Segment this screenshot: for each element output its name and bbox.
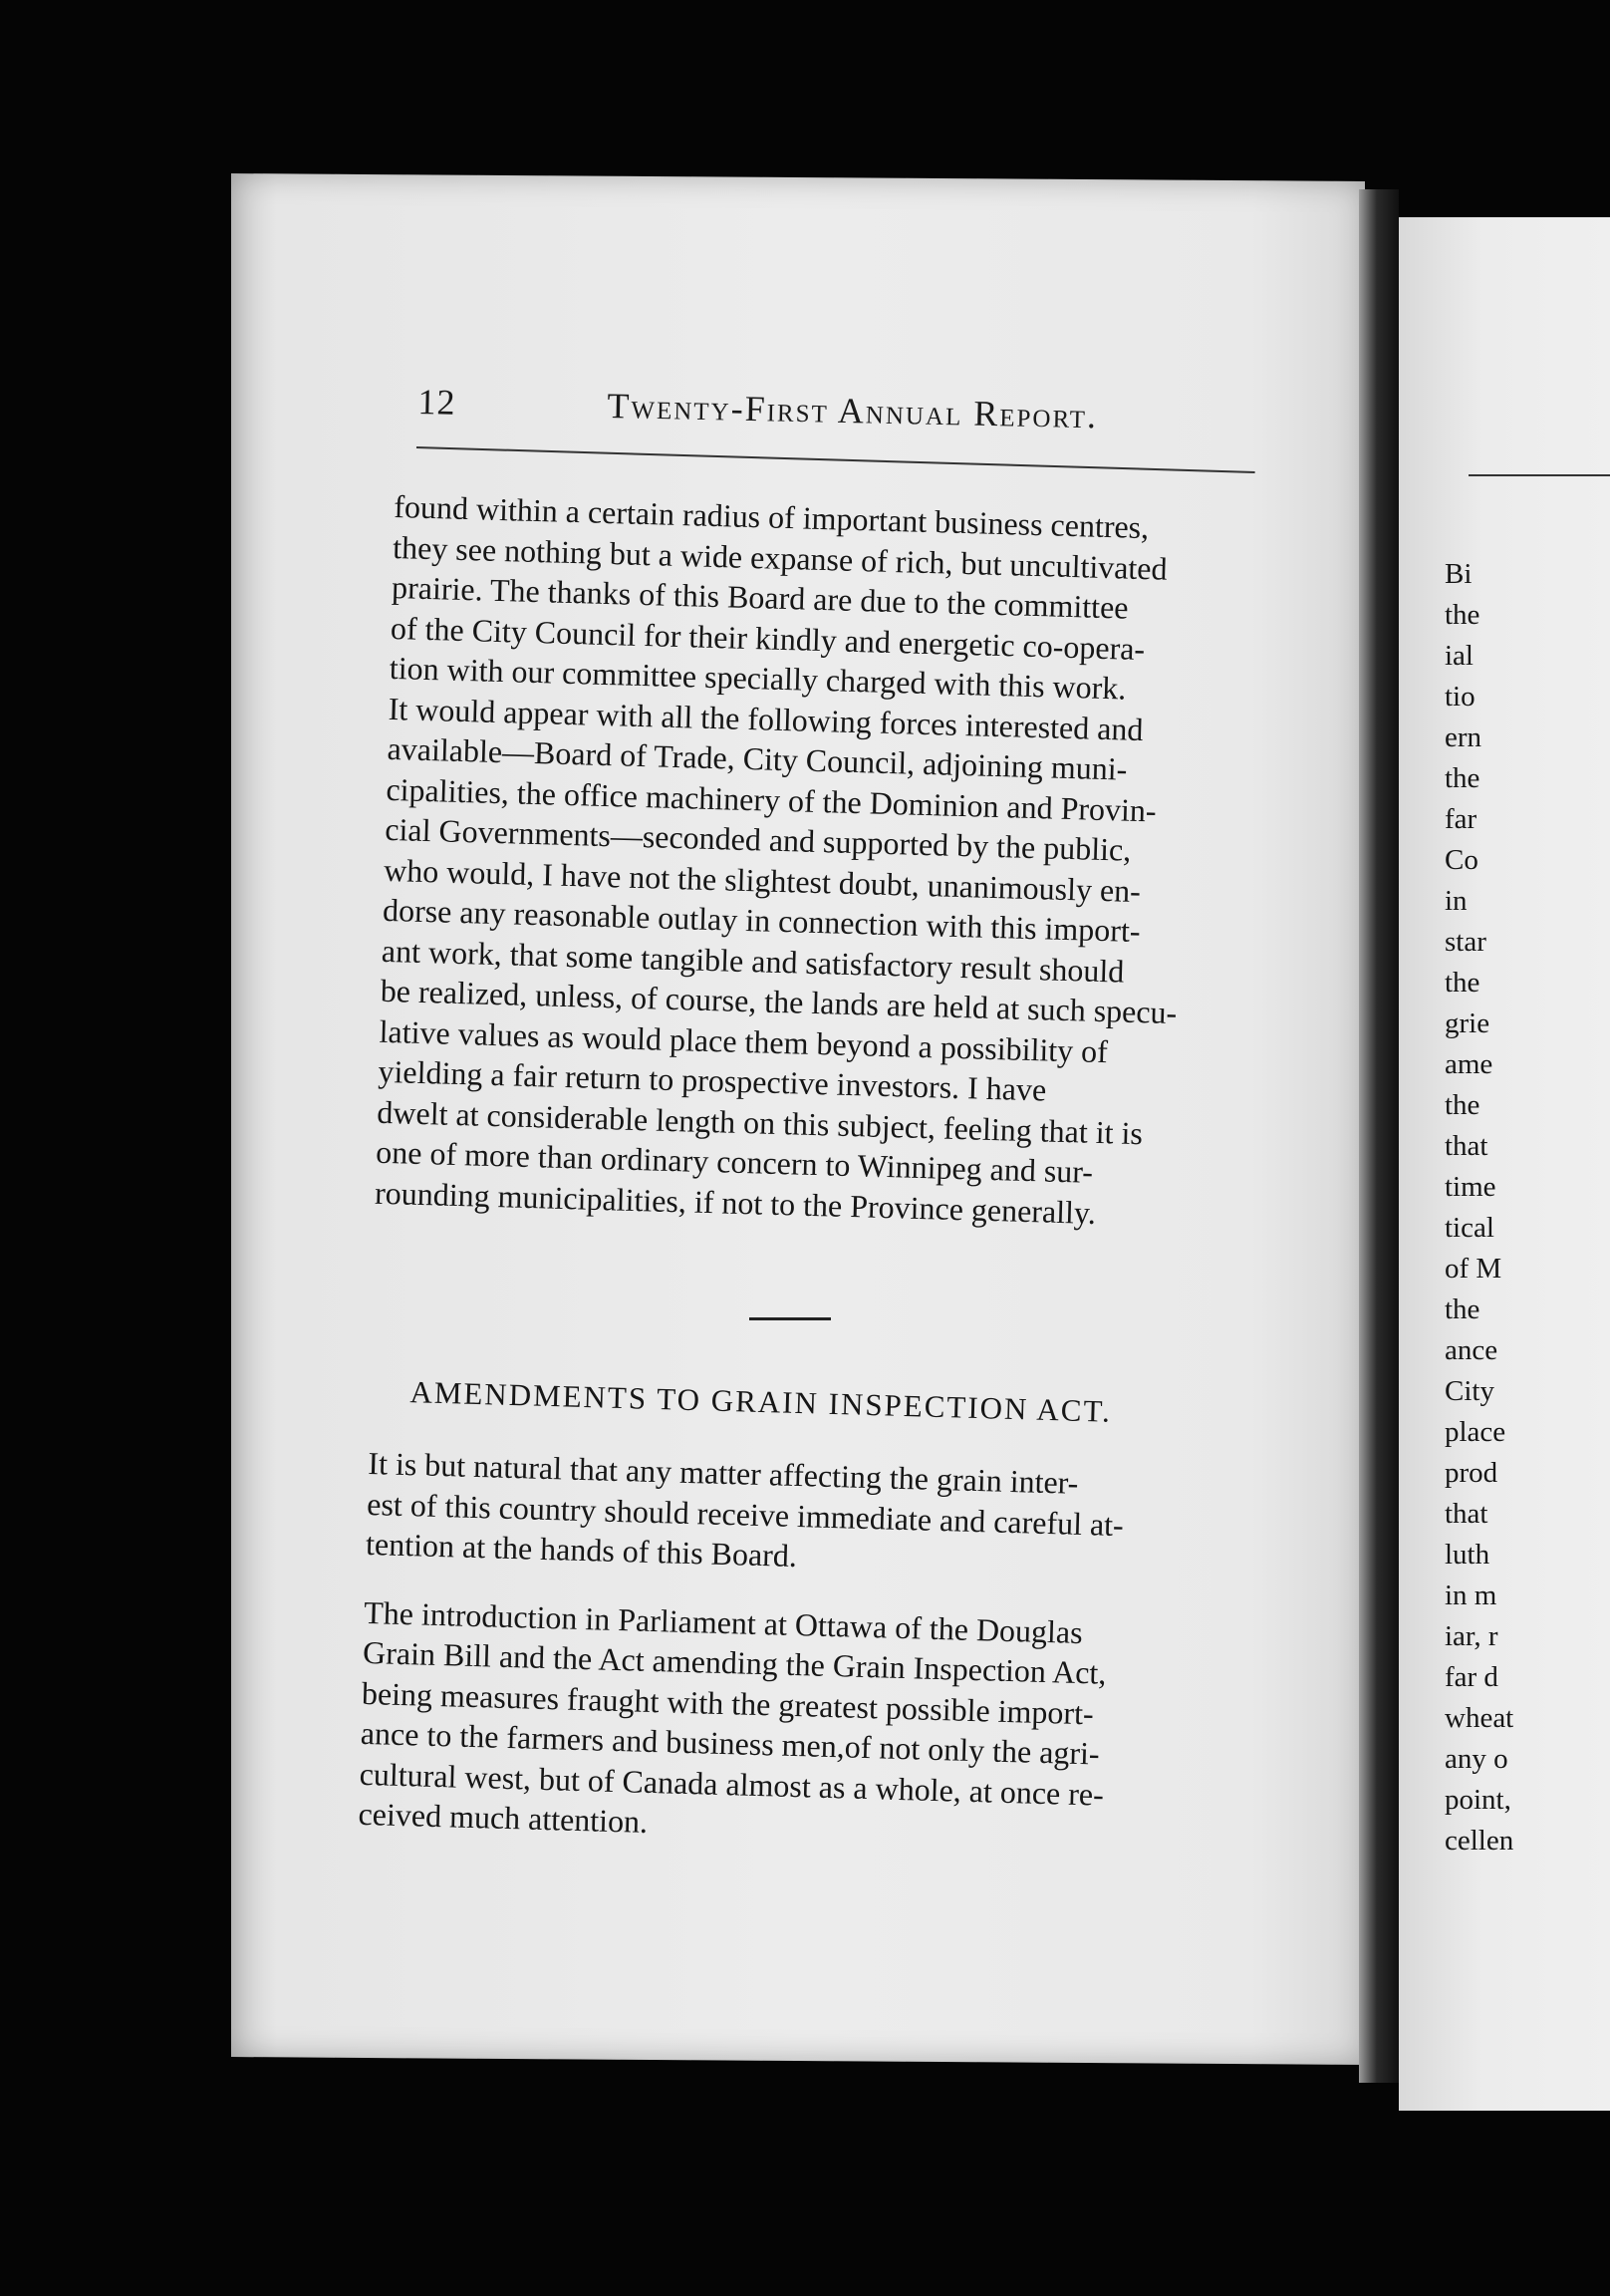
book-gutter [1359,189,1399,2083]
right-page-fragment: far d [1445,1661,1498,1693]
right-page-fragment: tical [1445,1212,1494,1244]
section-heading: AMENDMENTS TO GRAIN INSPECTION ACT. [409,1374,1113,1429]
right-page-fragment: any o [1445,1743,1508,1775]
right-page-fragment: iar, r [1445,1620,1498,1652]
right-page-fragment: the [1445,1089,1480,1121]
section-paragraph-2: The introduction in Parliament at Ottawa of the Douglas Grain Bill and the Act amending the Grain Inspection Act, being measures fraught with the greatest possible import- ance to the farmers and business men,of not only the agri- cultural west, but of Canada almost as a whole, at once re- ceived much attention. [358,1593,1107,1840]
right-page-fragment: City [1445,1375,1494,1407]
right-page-fragment: grie [1445,1007,1490,1039]
right-page-fragment: ern [1445,721,1482,753]
right-page [1399,217,1610,2111]
right-page-fragment: the [1445,599,1480,631]
section-divider [749,1317,831,1320]
page-number: 12 [417,381,456,423]
right-page-fragment: the [1445,1293,1480,1325]
right-page-fragment: of M [1445,1253,1502,1285]
section-amendments [357,1373,1226,1885]
right-page-fragment: luth [1445,1539,1490,1571]
right-page-fragment: place [1445,1416,1506,1448]
right-page-fragment: wheat [1445,1702,1514,1734]
right-page-fragment: that [1445,1498,1488,1530]
right-page-fragment: far [1445,803,1477,835]
right-page-fragment: ial [1445,640,1474,672]
right-page-fragment: ance [1445,1334,1498,1366]
right-page-fragment: in [1445,885,1468,917]
right-page-fragment: in m [1445,1579,1497,1611]
right-page-fragment: Bi [1445,558,1473,590]
section-paragraph-1: It is but natural that any matter affecting the grain inter- est of this country should receive immediate and careful at- tention at the hands of this Board. [365,1444,1125,1575]
right-page-fragment: that [1445,1130,1488,1162]
right-page-text-fragments [1445,554,1610,1862]
body-paragraph: found within a certain radius of important business centres, they see nothing but a wide expanse of rich, but uncultivated prairie. The thanks of this Board are due to the committee of the City Council for their kindly and energetic co-opera- tion with our committee specially charged with this work. It would appear with all the following forces interested and available—Board of Trade, City Council, adjoining muni- cipalities, the office machinery of the Dominion and Provin- cial Governments—seconded and supported by the public, who would, I have not the slightest doubt, unanimously en- dorse any reasonable outlay in connection with this import- ant work, that some tangible and satisfactory result should be realized, unless, of course, the lands are held at such specu- lative values as would place them beyond a possibility of yielding a fair return to prospective investors. I have dwelt at considerable length on this subject, feeling that it is one of more than ordinary concern to Winnipeg and sur- rounding municipalities, if not to the Province generally. [374,487,1178,1231]
right-page-fragment: the [1445,762,1480,794]
right-page-fragment: the [1445,967,1480,999]
right-page-fragment: prod [1445,1457,1498,1489]
running-head: Twenty-First Annual Report. [607,385,1099,436]
right-page-fragment: point, [1445,1784,1511,1816]
right-page-fragment: star [1445,926,1486,958]
right-page-fragment: ame [1445,1048,1493,1080]
right-page-fragment: tio [1445,681,1476,713]
right-page-fragment: time [1445,1171,1496,1203]
right-page-fragment: cellen [1445,1825,1514,1857]
body-text [375,486,1231,1236]
right-page-fragment: Co [1445,844,1478,876]
right-page-header-rule [1469,474,1610,476]
